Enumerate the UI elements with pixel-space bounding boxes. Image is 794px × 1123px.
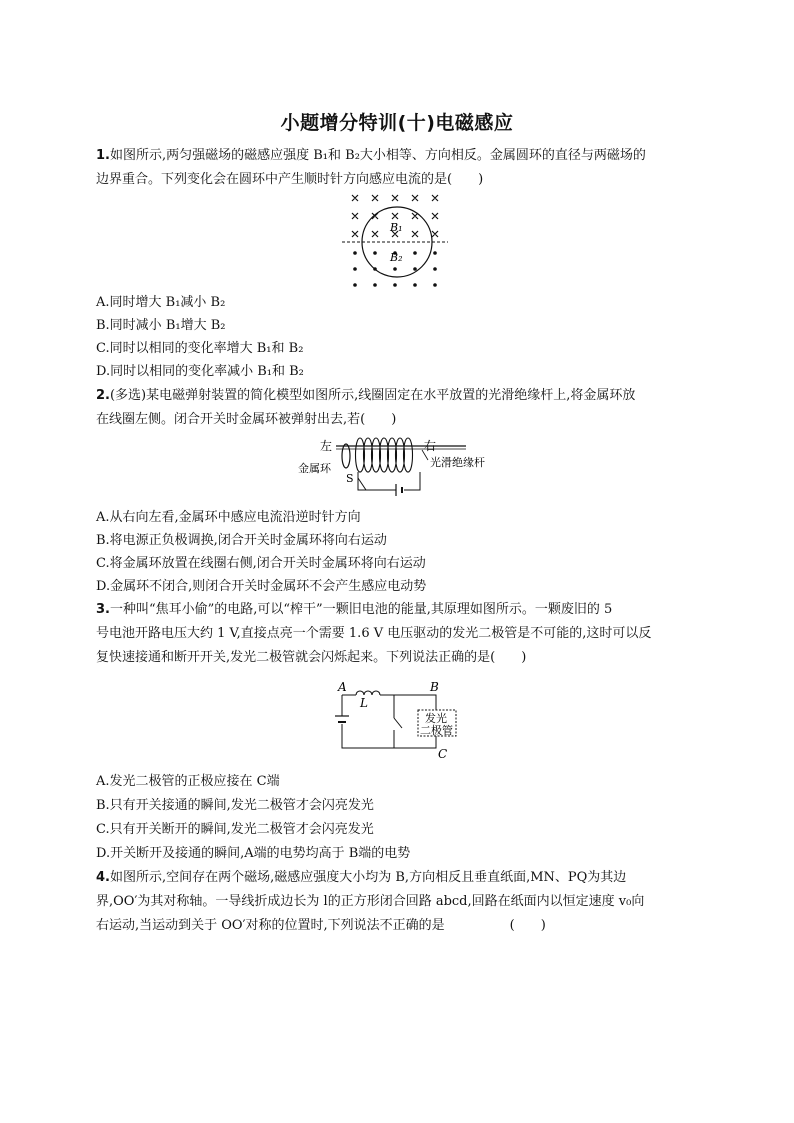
q3-text-line1: 一种叫“焦耳小偷”的电路,可以“榨干”一颗旧电池的能量,其原理如图所示。一颗废旧的 5 — [109, 602, 613, 617]
q2-line1 — [96, 386, 635, 406]
label-a: A — [338, 680, 347, 694]
q1-number: 1. — [96, 148, 110, 163]
q1-text-line2: 边界重合。下列变化会在圆环中产生顺时针方向感应电流的是( ) — [96, 172, 484, 187]
q3-line1 — [96, 600, 612, 620]
q4-number: 4. — [96, 870, 110, 885]
q3-text-line3: 复快速接通和断开开关,发光二极管就会闪烁起来。下列说法正确的是( ) — [96, 650, 527, 665]
label-right: 右 — [424, 439, 437, 453]
label-left: 左 — [320, 439, 333, 453]
q3-option-c: C.只有开关断开的瞬间,发光二极管才会闪亮发光 — [96, 822, 374, 837]
circuit-wire — [358, 472, 420, 490]
q2-figure — [296, 432, 536, 500]
q3-text-line2: 号电池开路电压大约 1 V,直接点亮一个需要 1.6 V 电压驱动的发光二极管是不可能的,这时可以反 — [96, 626, 652, 641]
q3-figure — [330, 680, 470, 760]
q1-option-d: D.同时以相同的变化率减小 B₁和 B₂ — [96, 364, 304, 379]
label-b2: B₂ — [390, 251, 403, 264]
label-b: B — [430, 680, 439, 694]
q4-text-line1: 如图所示,空间存在两个磁场,磁感应强度大小均为 B,方向相反且垂直纸面,MN、PQ为其边 — [109, 870, 627, 885]
switch-lever — [394, 718, 402, 728]
page-title: 小题增分特训(十)电磁感应 — [280, 112, 514, 134]
q2-text-line2: 在线圈左侧。闭合开关时金属环被弹射出去,若( ) — [96, 412, 397, 427]
q3-option-b: B.只有开关接通的瞬间,发光二极管才会闪亮发光 — [96, 798, 374, 813]
q3-option-a: A.发光二极管的正极应接在 C端 — [96, 774, 280, 789]
coil — [356, 438, 413, 472]
q2-option-a: A.从右向左看,金属环中感应电流沿逆时针方向 — [96, 510, 361, 525]
metal-ring-shape — [342, 444, 350, 468]
q1-figure — [340, 191, 450, 291]
q1-option-c: C.同时以相同的变化率增大 B₁和 B₂ — [96, 341, 304, 356]
q1-text-line1: 如图所示,两匀强磁场的磁感应强度 B₁和 B₂大小相等、方向相反。金属圆环的直径与两磁场的 — [109, 148, 646, 163]
led-label-1: 发光 — [425, 712, 447, 725]
q2-option-d: D.金属环不闭合,则闭合开关时金属环不会产生感应电动势 — [96, 579, 427, 594]
label-switch: S — [346, 472, 354, 485]
label-rod: 光滑绝缘杆 — [430, 456, 485, 469]
q2-text-line1: (多选)某电磁弹射装置的简化模型如图所示,线圈固定在水平放置的光滑绝缘杆上,将金属环放 — [109, 388, 636, 403]
q3-option-d: D.开关断开及接通的瞬间,A端的电势均高于 B端的电势 — [96, 846, 411, 861]
label-c: C — [438, 747, 448, 760]
label-b1: B₁ — [390, 221, 403, 234]
label-metal-ring: 金属环 — [298, 462, 331, 475]
q1-line1 — [96, 146, 646, 166]
led-label-2: 二极管 — [420, 724, 453, 737]
q2-number: 2. — [96, 388, 110, 403]
q2-option-c: C.将金属环放置在线圈右侧,闭合开关时金属环将向右运动 — [96, 556, 426, 571]
q4-text-line2: 界,OO′为其对称轴。一导线折成边长为 l的正方形闭合回路 abcd,回路在纸面内以恒定速度 v₀向 — [96, 894, 645, 909]
q1-option-b: B.同时减小 B₁增大 B₂ — [96, 318, 226, 333]
q3-number: 3. — [96, 602, 110, 617]
switch-lever — [358, 478, 366, 490]
q4-text-line3: 右运动,当运动到关于 OO′对称的位置时,下列说法不正确的是 ( ) — [96, 918, 546, 933]
q1-option-a: A.同时增大 B₁减小 B₂ — [96, 295, 226, 310]
label-l: L — [360, 696, 368, 710]
q4-line1 — [96, 868, 626, 888]
q2-option-b: B.将电源正负极调换,闭合开关时金属环将向右运动 — [96, 533, 387, 548]
inductor — [356, 691, 380, 695]
